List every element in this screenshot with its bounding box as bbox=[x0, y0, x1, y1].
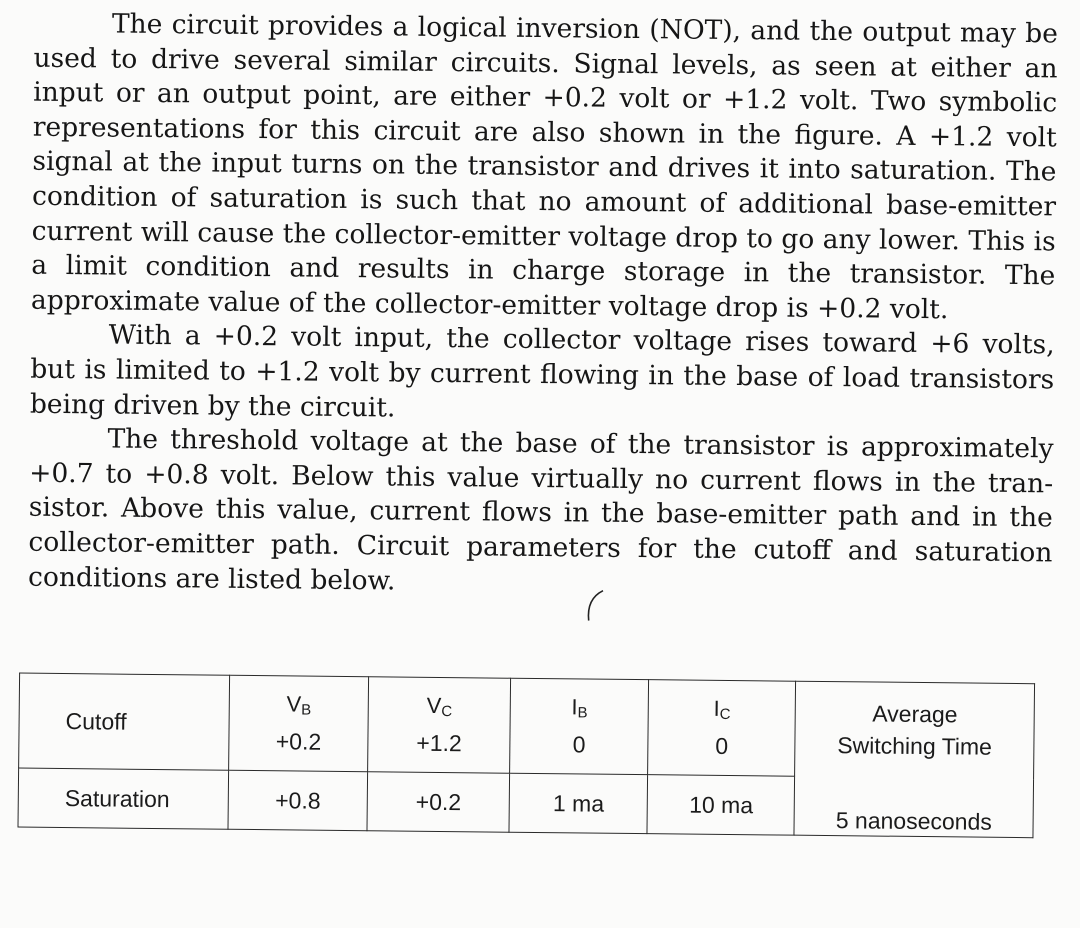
ib-header: $I_B$ bbox=[571, 694, 588, 722]
vc-cell bbox=[368, 677, 511, 773]
ib-cell bbox=[510, 678, 649, 774]
switching-time-value: 5 nanoseconds bbox=[835, 807, 992, 835]
ib-cutoff-value: 0 bbox=[572, 731, 586, 758]
vc-saturation-value: +0.2 bbox=[367, 772, 510, 832]
vb-saturation-value: +0.8 bbox=[228, 770, 368, 830]
row-label-cutoff: Cutoff bbox=[19, 673, 230, 770]
table-row bbox=[19, 673, 1035, 779]
paragraph: The threshold voltage at the base of the transistor is approximately +0.7 to +0.8 volt. Below this value virtually no current flows in the transistor. Above this value, current flows in the base-emitter path and in the collector-emitter path. Circuit parameters for the cutoff and saturation conditions are listed below. bbox=[27, 423, 1054, 596]
paragraph: The circuit provides a logical inversion (NOT), and the output may be used to drive several similar circuits. Signal levels, as seen at either an input or an output point, are either +0.2 volt or +1.2 volt. Two symbolic representations for this circuit are also shown in the figure. A +1.2 volt signal at the input turns on the transistor and drives it into saturation. The condition of saturation is such that no amount of additional base-emitter current will cause the collector-emitter voltage drop to go any lower. This is a limit condition and results in charge storage in the transistor. The approximate value of the collector-emitter voltage drop is +0.2 volt. bbox=[30, 8, 1059, 326]
vb-header: $V_B$ bbox=[286, 691, 312, 719]
avg-header-line2: Switching Time bbox=[837, 732, 993, 760]
avg-header-line1: Average bbox=[872, 700, 958, 728]
ic-cutoff-value: 0 bbox=[715, 732, 729, 759]
ib-saturation-value: 1 ma bbox=[509, 773, 648, 833]
pen-mark bbox=[583, 588, 605, 622]
vb-cutoff-value: +0.2 bbox=[275, 728, 322, 755]
body-text bbox=[28, 7, 1058, 606]
vc-header: $V_C$ bbox=[426, 692, 453, 721]
switching-time-cell bbox=[794, 681, 1034, 837]
ic-cell bbox=[648, 680, 796, 777]
ic-saturation-value: 10 ma bbox=[647, 775, 795, 836]
circuit-parameters-table bbox=[17, 673, 1035, 839]
paragraph: With a +0.2 volt input, the collector voltage rises toward +6 volts, but is limited to +1.2 volt by current flowing in the base of load transistors being driven by the circuit. bbox=[29, 319, 1055, 424]
vc-cutoff-value: +1.2 bbox=[416, 729, 462, 757]
vb-cell bbox=[229, 675, 369, 771]
ic-header: $I_C$ bbox=[713, 695, 731, 724]
row-label-saturation: Saturation bbox=[18, 768, 229, 829]
